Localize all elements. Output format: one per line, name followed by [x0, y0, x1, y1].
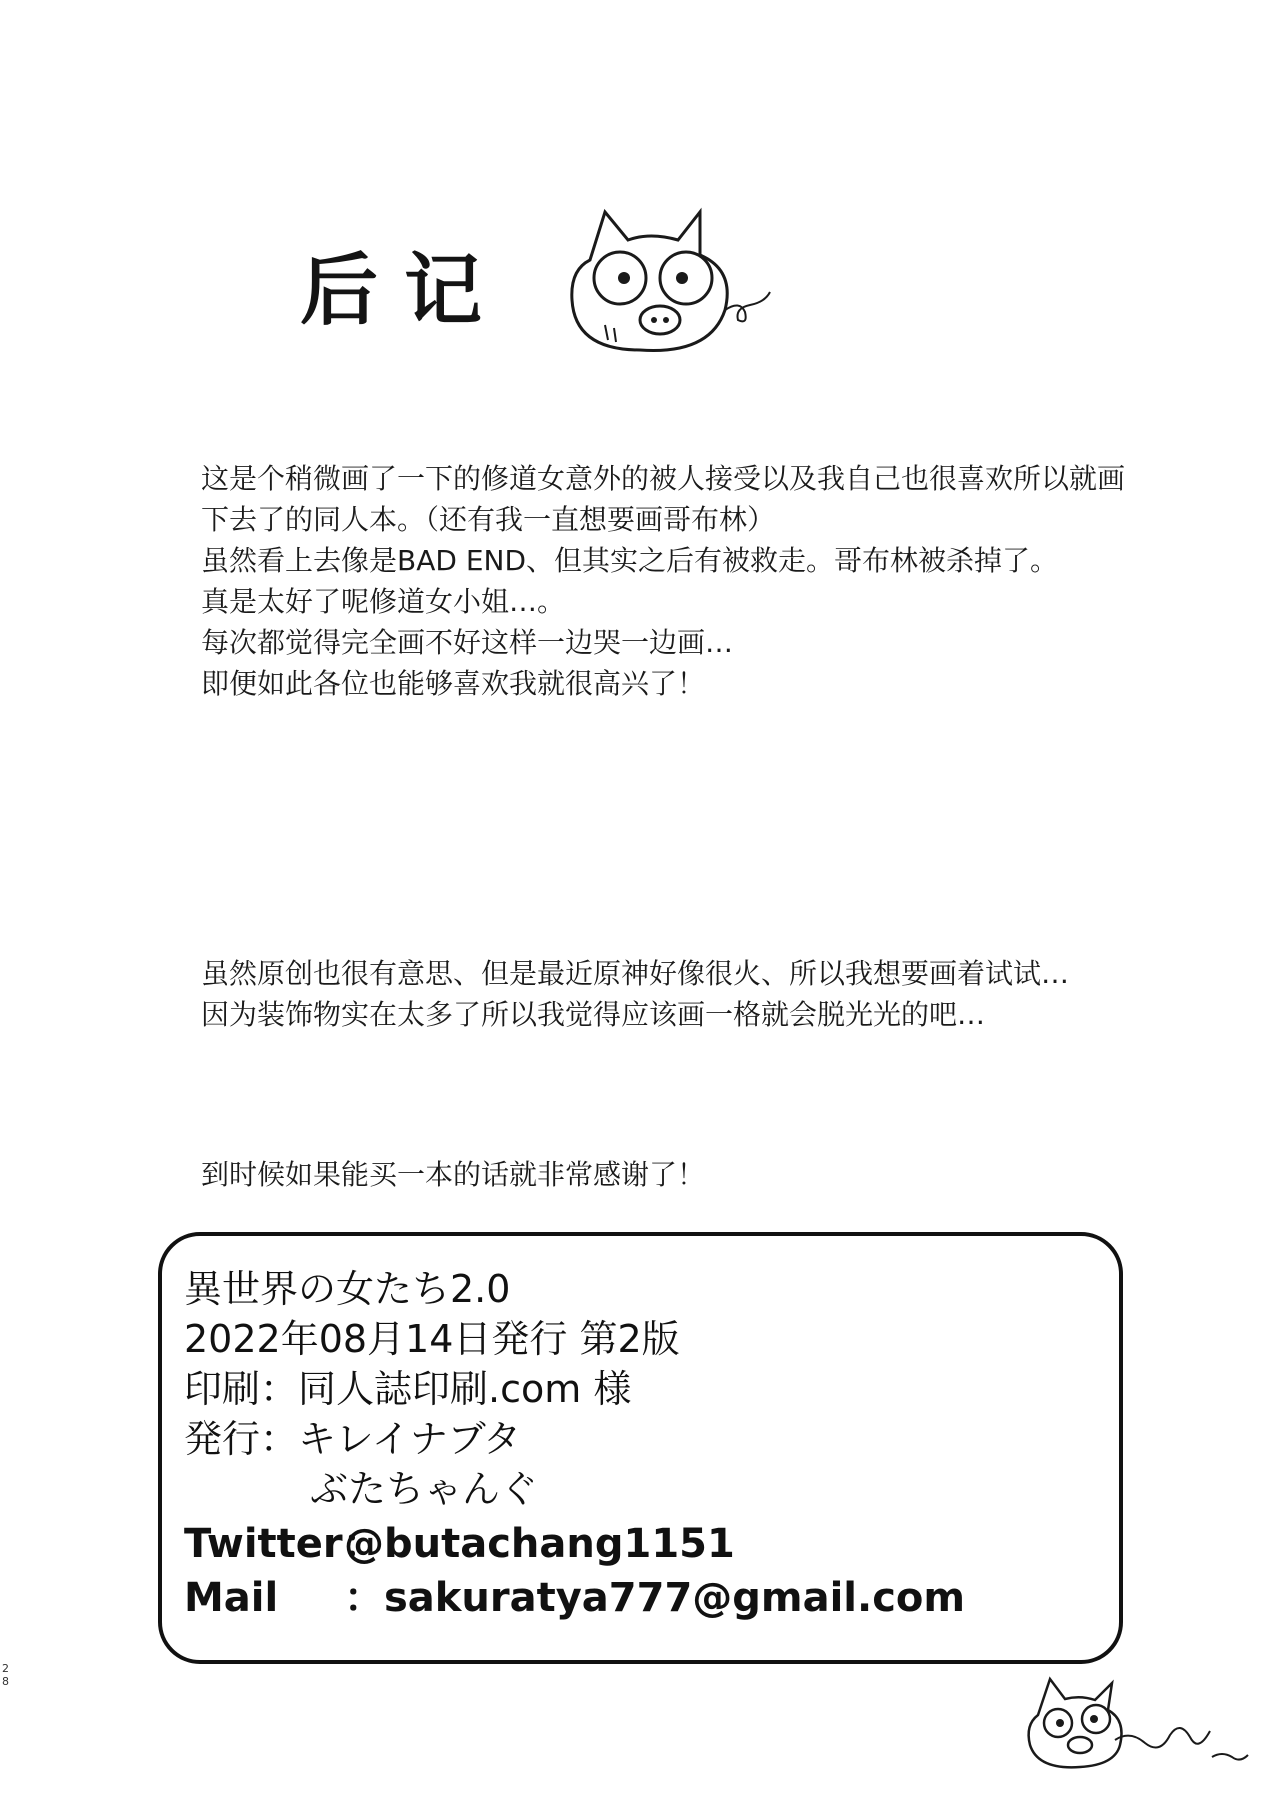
printer-value: 同人誌印刷.com 様	[298, 1367, 632, 1411]
text-line: 下去了的同人本。（还有我一直想要画哥布林）	[201, 503, 776, 536]
text-line: 因为装饰物实在太多了所以我觉得应该画一格就会脱光光的吧…	[201, 998, 986, 1031]
afterword-paragraph-3	[201, 1154, 705, 1195]
text-line: 即便如此各位也能够喜欢我就很高兴了！	[201, 667, 706, 700]
mail-address: ：sakuratya777@gmail.com	[344, 1575, 966, 1621]
twitter-handle: @butachang1151	[344, 1521, 735, 1567]
text-line: 虽然看上去像是BAD END、但其实之后有被救走。哥布林被杀掉了。	[201, 544, 1059, 577]
page-number: 28	[2, 1662, 9, 1688]
afterword-paragraph-1	[201, 458, 1125, 704]
mail-line	[184, 1566, 965, 1623]
text-line: 到时候如果能买一本的话就非常感谢了！	[201, 1158, 706, 1191]
author-name: ぶたちゃんぐ	[310, 1467, 539, 1511]
text-line: 这是个稍微画了一下的修道女意外的被人接受以及我自己也很喜欢所以就画	[201, 462, 1126, 495]
afterword-heading: 后记	[300, 245, 509, 336]
signature-pig-doodle	[1020, 1665, 1250, 1780]
text-line: 虽然原创也很有意思、但是最近原神好像很火、所以我想要画着试试…	[201, 957, 1070, 990]
book-title: 異世界の女たち2.0	[184, 1267, 511, 1311]
twitter-label: Twitter：	[184, 1521, 383, 1567]
publication-date: 2022年08月14日発行 第2版	[184, 1317, 680, 1361]
mail-label: Mail	[184, 1575, 279, 1621]
twitter-line	[184, 1512, 735, 1569]
afterword-paragraph-2	[201, 953, 1069, 1035]
text-line: 真是太好了呢修道女小姐…。	[201, 585, 566, 618]
pig-mascot-illustration	[550, 200, 780, 370]
printer-label: 印刷：	[184, 1367, 299, 1411]
text-line: 每次都觉得完全画不好这样一边哭一边画…	[201, 626, 734, 659]
colophon-box	[158, 1232, 1123, 1664]
publisher-value: キレイナブタ	[298, 1417, 522, 1461]
publisher-label: 発行：	[184, 1417, 299, 1461]
printer-line	[184, 1358, 631, 1413]
publisher-line	[184, 1408, 521, 1463]
